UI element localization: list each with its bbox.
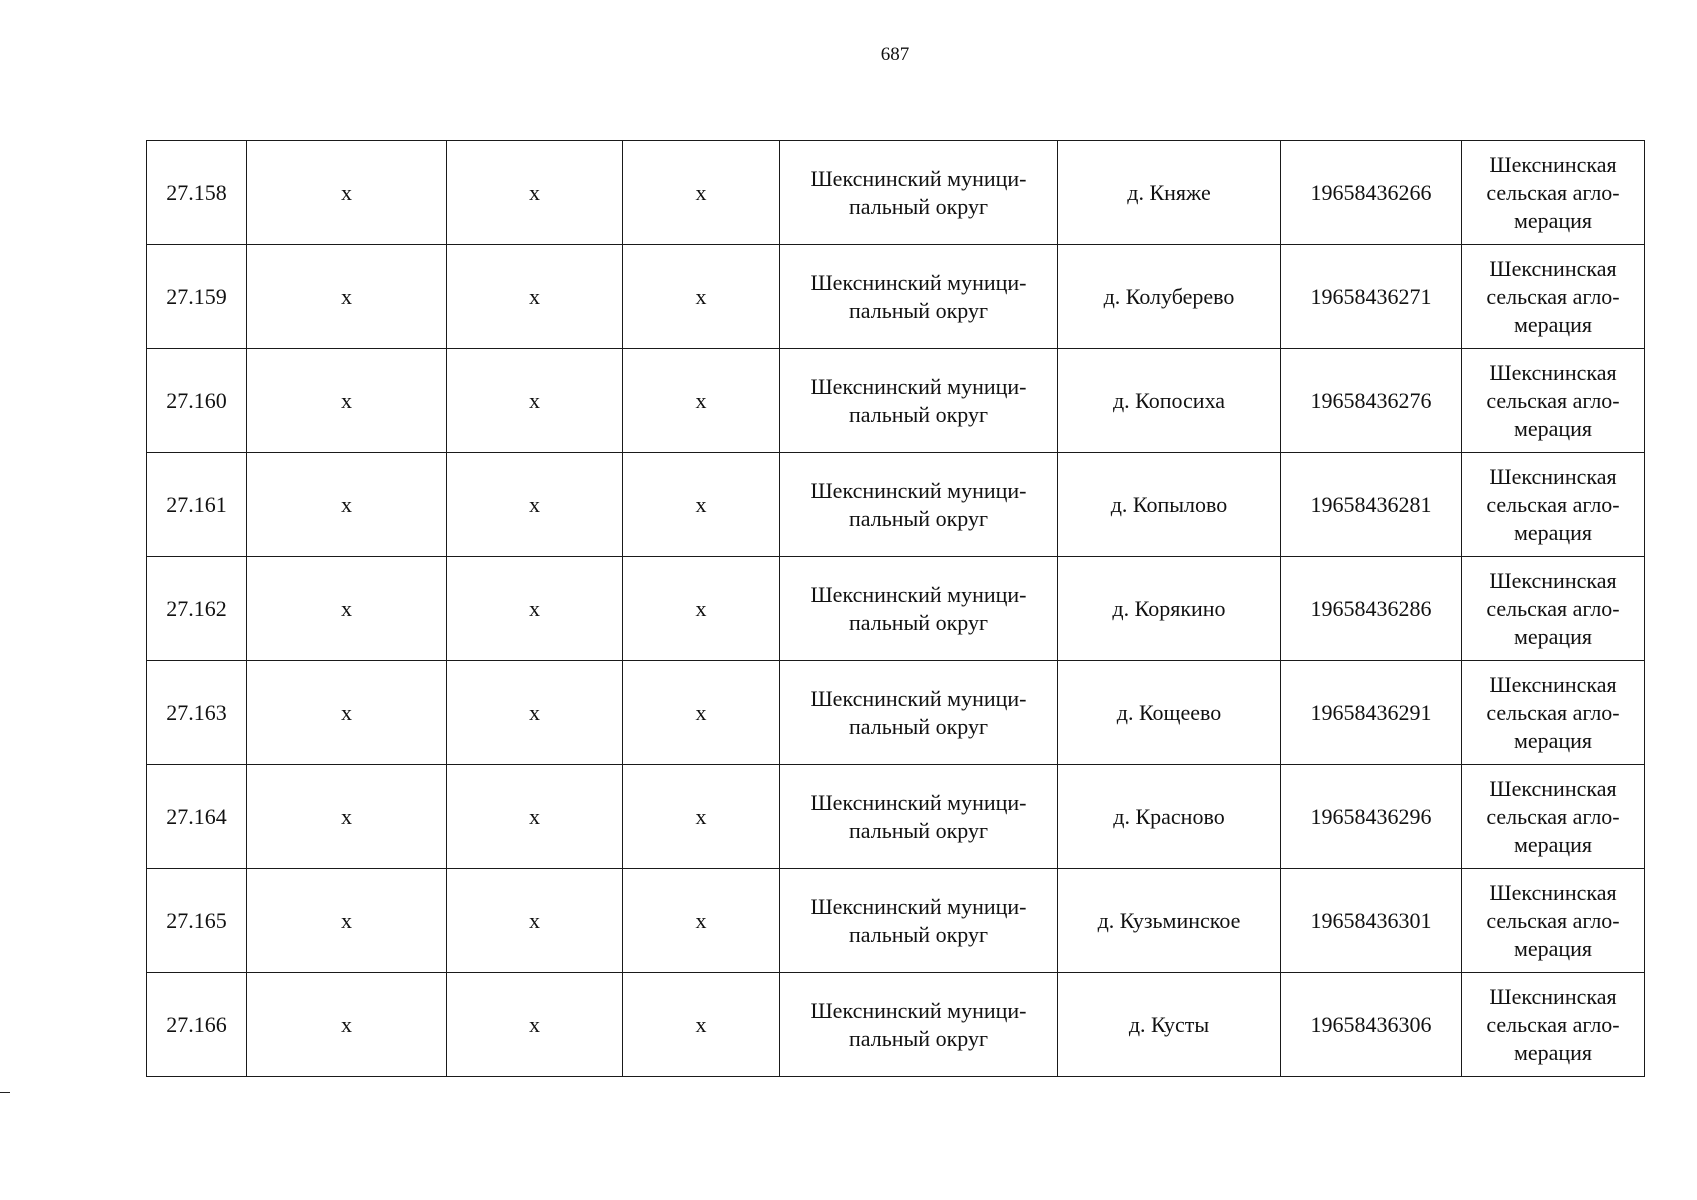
municipality-line: Шекснинский муници- <box>810 685 1027 711</box>
x-cell: x <box>623 245 780 349</box>
agglomeration-line: сельская агло- <box>1486 1011 1620 1037</box>
row-number-cell: 27.158 <box>147 141 247 245</box>
municipality-line: пальный округ <box>849 713 988 739</box>
agglomeration-line: мерация <box>1513 831 1593 857</box>
agglomeration-line: сельская агло- <box>1486 283 1620 309</box>
municipality-cell <box>780 245 1058 349</box>
agglomeration-line: мерация <box>1513 935 1593 961</box>
row-number-cell: 27.161 <box>147 453 247 557</box>
x-cell: x <box>447 245 623 349</box>
municipality-line: пальный округ <box>849 505 988 531</box>
agglomeration-line: Шекснинская <box>1489 359 1617 385</box>
municipality-line: пальный округ <box>849 297 988 323</box>
x-cell: x <box>623 141 780 245</box>
agglomeration-line: сельская агло- <box>1486 387 1620 413</box>
x-cell: x <box>447 557 623 661</box>
margin-mark <box>0 1092 10 1093</box>
agglomeration-line: Шекснинская <box>1489 463 1617 489</box>
agglomeration-line: Шекснинская <box>1489 983 1617 1009</box>
municipality-line: Шекснинский муници- <box>810 165 1027 191</box>
agglomeration-line: сельская агло- <box>1486 803 1620 829</box>
municipality-line: Шекснинский муници- <box>810 893 1027 919</box>
x-cell: x <box>623 765 780 869</box>
x-cell: x <box>447 973 623 1077</box>
municipality-line: пальный округ <box>849 193 988 219</box>
table-row <box>147 557 1645 661</box>
oktmo-code-cell: 19658436266 <box>1281 141 1462 245</box>
municipality-line: пальный округ <box>849 609 988 635</box>
municipality-cell <box>780 973 1058 1077</box>
municipality-cell <box>780 765 1058 869</box>
municipality-cell <box>780 869 1058 973</box>
x-cell: x <box>623 661 780 765</box>
settlement-cell: д. Кузьминское <box>1058 869 1281 973</box>
agglomeration-line: Шекснинская <box>1489 151 1617 177</box>
agglomeration-line: Шекснинская <box>1489 671 1617 697</box>
settlement-cell: д. Кусты <box>1058 973 1281 1077</box>
row-number-cell: 27.160 <box>147 349 247 453</box>
agglomeration-line: мерация <box>1513 207 1593 233</box>
x-cell: x <box>447 661 623 765</box>
table-row <box>147 141 1645 245</box>
x-cell: x <box>447 869 623 973</box>
x-cell: x <box>447 141 623 245</box>
agglomeration-line: сельская агло- <box>1486 907 1620 933</box>
agglomeration-line: мерация <box>1513 623 1593 649</box>
municipality-line: Шекснинский муници- <box>810 997 1027 1023</box>
agglomeration-line: Шекснинская <box>1489 255 1617 281</box>
agglomeration-line: мерация <box>1513 1039 1593 1065</box>
oktmo-code-cell: 19658436296 <box>1281 765 1462 869</box>
municipality-cell <box>780 453 1058 557</box>
oktmo-code-cell: 19658436301 <box>1281 869 1462 973</box>
municipality-line: Шекснинский муници- <box>810 581 1027 607</box>
row-number-cell: 27.162 <box>147 557 247 661</box>
x-cell: x <box>623 973 780 1077</box>
x-cell: x <box>247 661 447 765</box>
agglomeration-line: Шекснинская <box>1489 775 1617 801</box>
agglomeration-line: мерация <box>1513 727 1593 753</box>
settlement-cell: д. Копосиха <box>1058 349 1281 453</box>
agglomeration-line: мерация <box>1513 311 1593 337</box>
agglomeration-line: сельская агло- <box>1486 179 1620 205</box>
agglomeration-cell <box>1462 141 1645 245</box>
municipality-line: пальный округ <box>849 401 988 427</box>
table-row <box>147 245 1645 349</box>
oktmo-code-cell: 19658436276 <box>1281 349 1462 453</box>
row-number-cell: 27.164 <box>147 765 247 869</box>
x-cell: x <box>247 765 447 869</box>
x-cell: x <box>623 349 780 453</box>
agglomeration-cell <box>1462 661 1645 765</box>
municipality-line: пальный округ <box>849 1025 988 1051</box>
table-row <box>147 453 1645 557</box>
agglomeration-line: сельская агло- <box>1486 699 1620 725</box>
agglomeration-line: Шекснинская <box>1489 567 1617 593</box>
agglomeration-line: мерация <box>1513 519 1593 545</box>
row-number-cell: 27.163 <box>147 661 247 765</box>
agglomeration-line: сельская агло- <box>1486 595 1620 621</box>
agglomeration-cell <box>1462 557 1645 661</box>
municipality-line: Шекснинский муници- <box>810 477 1027 503</box>
oktmo-code-cell: 19658436306 <box>1281 973 1462 1077</box>
x-cell: x <box>247 453 447 557</box>
table-row <box>147 349 1645 453</box>
agglomeration-line: Шекснинская <box>1489 879 1617 905</box>
x-cell: x <box>447 453 623 557</box>
table-body <box>147 141 1645 1077</box>
oktmo-code-cell: 19658436281 <box>1281 453 1462 557</box>
municipality-cell <box>780 557 1058 661</box>
oktmo-code-cell: 19658436286 <box>1281 557 1462 661</box>
municipality-line: пальный округ <box>849 817 988 843</box>
agglomeration-cell <box>1462 453 1645 557</box>
x-cell: x <box>247 349 447 453</box>
agglomeration-cell <box>1462 869 1645 973</box>
x-cell: x <box>623 557 780 661</box>
agglomeration-cell <box>1462 245 1645 349</box>
municipality-cell <box>780 661 1058 765</box>
row-number-cell: 27.166 <box>147 973 247 1077</box>
agglomeration-line: мерация <box>1513 415 1593 441</box>
page-number: 687 <box>880 44 910 65</box>
x-cell: x <box>247 557 447 661</box>
oktmo-code-cell: 19658436291 <box>1281 661 1462 765</box>
oktmo-code-cell: 19658436271 <box>1281 245 1462 349</box>
agglomeration-cell <box>1462 973 1645 1077</box>
settlement-cell: д. Красново <box>1058 765 1281 869</box>
table-row <box>147 765 1645 869</box>
row-number-cell: 27.159 <box>147 245 247 349</box>
municipality-line: Шекснинский муници- <box>810 269 1027 295</box>
table-row <box>147 973 1645 1077</box>
x-cell: x <box>247 973 447 1077</box>
settlement-cell: д. Корякино <box>1058 557 1281 661</box>
municipality-line: пальный округ <box>849 921 988 947</box>
x-cell: x <box>247 245 447 349</box>
settlement-cell: д. Колуберево <box>1058 245 1281 349</box>
settlement-cell: д. Княже <box>1058 141 1281 245</box>
x-cell: x <box>247 141 447 245</box>
agglomeration-line: сельская агло- <box>1486 491 1620 517</box>
municipality-cell <box>780 349 1058 453</box>
x-cell: x <box>447 765 623 869</box>
row-number-cell: 27.165 <box>147 869 247 973</box>
municipality-line: Шекснинский муници- <box>810 789 1027 815</box>
agglomeration-cell <box>1462 765 1645 869</box>
x-cell: x <box>447 349 623 453</box>
table-row <box>147 869 1645 973</box>
municipality-line: Шекснинский муници- <box>810 373 1027 399</box>
settlements-table <box>146 140 1645 1077</box>
municipality-cell <box>780 141 1058 245</box>
settlement-cell: д. Кощеево <box>1058 661 1281 765</box>
x-cell: x <box>623 453 780 557</box>
x-cell: x <box>623 869 780 973</box>
x-cell: x <box>247 869 447 973</box>
settlement-cell: д. Копылово <box>1058 453 1281 557</box>
table-row <box>147 661 1645 765</box>
agglomeration-cell <box>1462 349 1645 453</box>
